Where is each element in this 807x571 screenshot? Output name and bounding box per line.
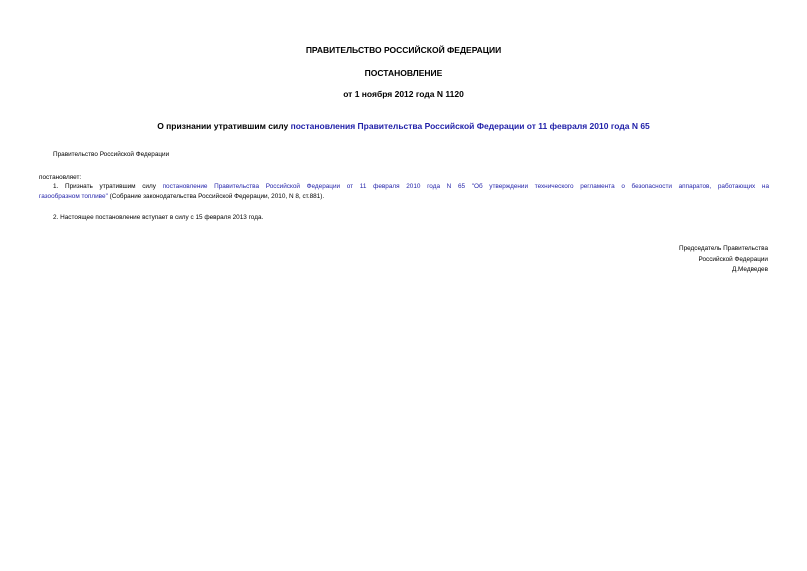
- item-1-reference-link[interactable]: постановление Правительства Российской Федерации от 11 февраля 2010 года N 65 "Об утверждении технического регламента о безопасности аппаратов, работающих на: [162, 183, 769, 190]
- signature-organization: Российской Федерации: [698, 256, 768, 263]
- item-2-paragraph: 2. Настоящее постановление вступает в силу с 15 февраля 2013 года.: [53, 214, 264, 221]
- title-reference-link[interactable]: постановления Правительства Российской Федерации от 11 февраля 2010 года N 65: [290, 121, 650, 131]
- document-title: [0, 121, 807, 132]
- signature-name: Д.Медведев: [731, 266, 768, 273]
- government-line: Правительство Российской Федерации: [53, 151, 170, 158]
- doc-type-heading: ПОСТАНОВЛЕНИЕ: [364, 68, 443, 78]
- signature-position: Председатель Правительства: [679, 245, 768, 252]
- date-number-heading: от 1 ноября 2012 года N 1120: [343, 89, 464, 99]
- item-1-paragraph: [39, 182, 769, 202]
- title-prefix: О признании утратившим силу: [157, 121, 291, 131]
- item-1-reference-link-continued[interactable]: газообразном топливе": [39, 193, 108, 200]
- item-1-line-1: [39, 182, 769, 192]
- resolves-line: постановляет:: [39, 174, 82, 181]
- item-1-prefix: 1. Признать утратившим силу: [53, 183, 163, 190]
- item-1-suffix: (Собрание законодательства Российской Федерации, 2010, N 8, ст.881).: [107, 193, 325, 200]
- authority-heading: ПРАВИТЕЛЬСТВО РОССИЙСКОЙ ФЕДЕРАЦИИ: [305, 45, 502, 55]
- item-1-line-2: [39, 192, 769, 202]
